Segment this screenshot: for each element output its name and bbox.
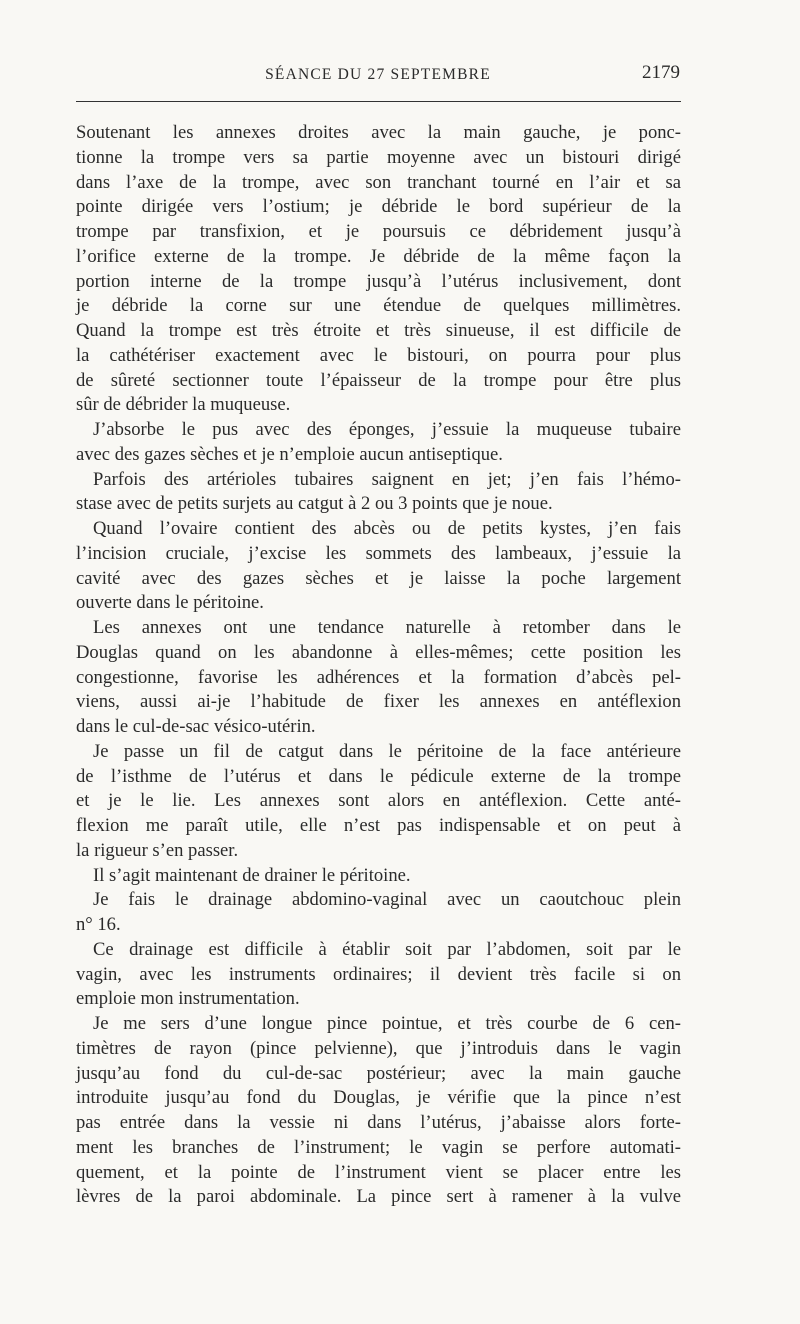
text-line: Douglas quand on les abandonne à elles-mêmes; cette position les bbox=[76, 641, 681, 663]
paragraph bbox=[76, 418, 681, 468]
text-line: de sûreté sectionner toute l’épaisseur de la trompe pour être plus bbox=[76, 369, 681, 391]
text-line: lèvres de la paroi abdominale. La pince sert à ramener à la vulve bbox=[76, 1186, 681, 1208]
text-line: congestionne, favorise les adhérences et la formation d’abcès pel- bbox=[76, 666, 681, 688]
text-line: introduite jusqu’au fond du Douglas, je vérifie que la pince n’est bbox=[76, 1087, 681, 1109]
text-line: Parfois des artérioles tubaires saignent en jet; j’en fais l’hémo- bbox=[93, 468, 681, 490]
paragraph bbox=[76, 864, 681, 889]
text-line: quement, et la pointe de l’instrument vient se placer entre les bbox=[76, 1161, 681, 1183]
paragraph bbox=[76, 616, 681, 740]
header-rule bbox=[76, 101, 681, 102]
text-line: dans le cul-de-sac vésico-utérin. bbox=[76, 716, 316, 737]
paragraph bbox=[76, 740, 681, 864]
text-line: Quand l’ovaire contient des abcès ou de petits kystes, j’en fais bbox=[93, 518, 681, 539]
text-line: et je le lie. Les annexes sont alors en antéflexion. Cette anté- bbox=[76, 790, 681, 812]
text-line: je débride la corne sur une étendue de quelques millimètres. bbox=[76, 295, 681, 317]
page-number: 2179 bbox=[642, 62, 680, 83]
text-line: pointe dirigée vers l’ostium; je débride le bord supérieur de la bbox=[76, 196, 681, 218]
text-line: la rigueur s’en passer. bbox=[76, 839, 239, 861]
text-line: sûr de débrider la muqueuse. bbox=[76, 394, 291, 416]
text-line: Ce drainage est difficile à établir soit par l’abdomen, soit par le bbox=[93, 938, 681, 960]
text-line: timètres de rayon (pince pelvienne), que j’introduis dans le vagin bbox=[76, 1037, 681, 1059]
paragraph bbox=[76, 468, 681, 518]
text-line: vagin, avec les instruments ordinaires; il devient très facile si on bbox=[76, 963, 681, 985]
paragraph bbox=[76, 517, 681, 616]
text-line: Quand la trompe est très étroite et très sinueuse, il est difficile de bbox=[76, 320, 681, 341]
text-line: jusqu’au fond du cul-de-sac postérieur; avec la main gauche bbox=[76, 1062, 681, 1084]
text-line: emploie mon instrumentation. bbox=[76, 988, 300, 1010]
text-line: Les annexes ont une tendance naturelle à retomber dans le bbox=[93, 617, 681, 638]
text-line: trompe par transfixion, et je poursuis ce débridement jusqu’à bbox=[76, 221, 681, 242]
page-header bbox=[76, 62, 680, 90]
text-line: flexion me paraît utile, elle n’est pas indispensable et on peut à bbox=[76, 815, 681, 836]
text-line: ment les branches de l’instrument; le vagin se perfore automati- bbox=[76, 1136, 681, 1158]
body-text bbox=[76, 121, 681, 1210]
paragraph bbox=[76, 121, 681, 418]
text-line: l’orifice externe de la trompe. Je débride de la même façon la bbox=[76, 245, 681, 267]
text-line: avec des gazes sèches et je n’emploie aucun antiseptique. bbox=[76, 443, 503, 465]
text-line: n° 16. bbox=[76, 914, 121, 935]
paragraph bbox=[76, 1012, 681, 1210]
paragraph bbox=[76, 938, 681, 1012]
text-line: Je passe un fil de catgut dans le péritoine de la face antérieure bbox=[93, 740, 681, 762]
text-line: dans l’axe de la trompe, avec son tranchant tourné en l’air et sa bbox=[76, 171, 681, 193]
text-line: Je me sers d’une longue pince pointue, et très courbe de 6 cen- bbox=[93, 1013, 681, 1034]
text-line: viens, aussi ai-je l’habitude de fixer les annexes en antéflexion bbox=[76, 691, 681, 713]
running-head: SÉANCE DU 27 SEPTEMBRE bbox=[265, 66, 491, 83]
text-line: Soutenant les annexes droites avec la main gauche, je ponc- bbox=[76, 122, 681, 143]
text-line: l’incision cruciale, j’excise les sommets des lambeaux, j’essuie la bbox=[76, 542, 681, 564]
text-line: la cathétériser exactement avec le bistouri, on pourra pour plus bbox=[76, 344, 681, 366]
text-line: tionne la trompe vers sa partie moyenne avec un bistouri dirigé bbox=[76, 146, 681, 168]
text-line: cavité avec des gazes sèches et je laisse la poche largement bbox=[76, 567, 681, 589]
text-line: stase avec de petits surjets au catgut à 2 ou 3 points que je noue. bbox=[76, 493, 553, 515]
text-line: J’absorbe le pus avec des éponges, j’essuie la muqueuse tubaire bbox=[93, 419, 681, 440]
text-line: ouverte dans le péritoine. bbox=[76, 592, 264, 614]
text-line: Je fais le drainage abdomino-vaginal avec un caoutchouc plein bbox=[93, 889, 681, 911]
paragraph bbox=[76, 888, 681, 938]
text-line: pas entrée dans la vessie ni dans l’utérus, j’abaisse alors forte- bbox=[76, 1112, 681, 1133]
text-line: portion interne de la trompe jusqu’à l’utérus inclusivement, dont bbox=[76, 270, 681, 292]
text-line: Il s’agit maintenant de drainer le péritoine. bbox=[93, 864, 411, 886]
text-line: de l’isthme de l’utérus et dans le pédicule externe de la trompe bbox=[76, 765, 681, 787]
